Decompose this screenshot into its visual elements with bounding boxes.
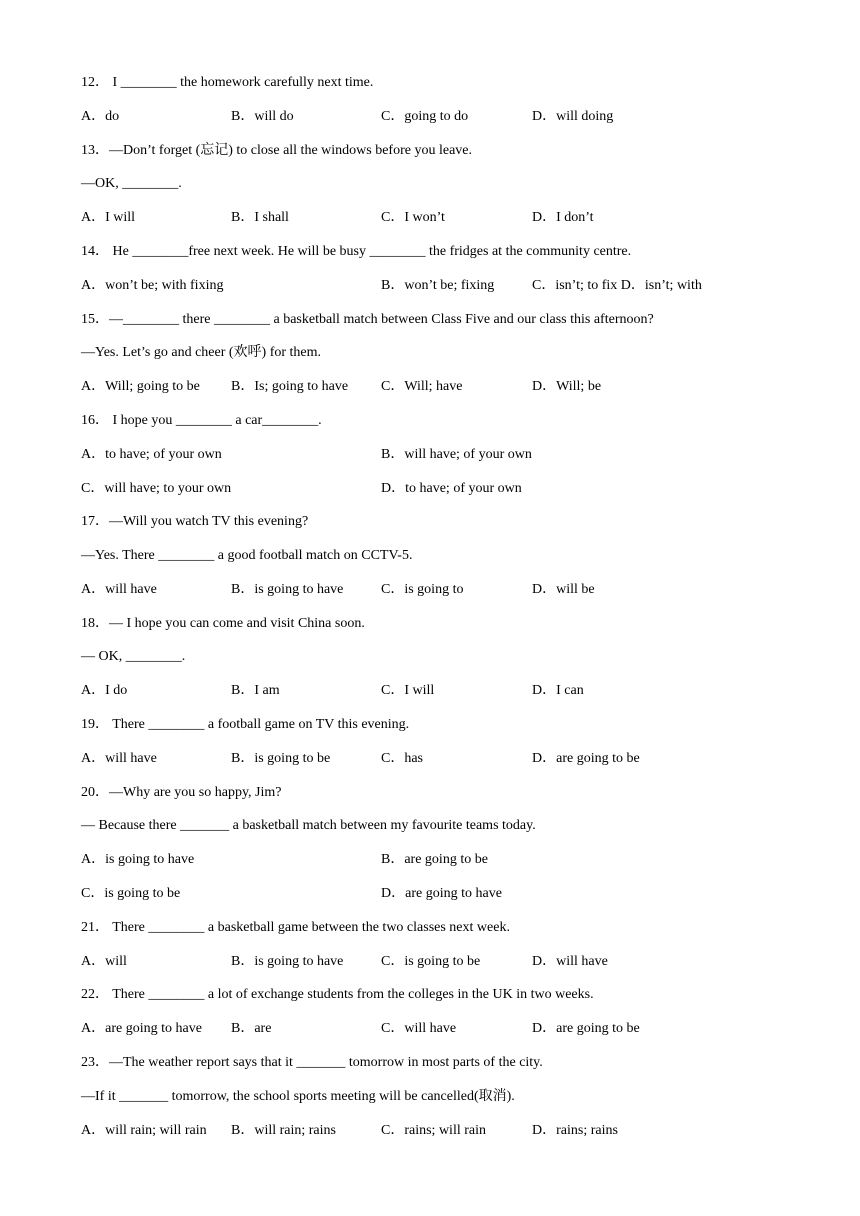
option-c[interactable]: C．I won’t	[381, 210, 445, 225]
question-17-stem: 17．—Will you watch TV this evening?	[81, 514, 309, 529]
option-c[interactable]: C．is going to be	[81, 886, 181, 901]
question-17-response: —Yes. There ________ a good football match on CCTV-5.	[81, 548, 413, 563]
option-d[interactable]: D．are going to be	[532, 1021, 640, 1036]
option-c[interactable]: C．is going to	[381, 582, 464, 597]
option-a[interactable]: A．do	[81, 109, 120, 124]
question-23-response: —If it _______ tomorrow, the school sports meeting will be cancelled(取消).	[81, 1089, 515, 1104]
question-21-stem: 21． There ________ a basketball game between the two classes next week.	[81, 920, 510, 935]
option-b[interactable]: B．will do	[231, 109, 294, 124]
option-a[interactable]: A．to have; of your own	[81, 447, 222, 462]
option-b[interactable]: B．Is; going to have	[231, 379, 349, 394]
option-c[interactable]: C．will have	[381, 1021, 457, 1036]
option-c[interactable]: C．Will; have	[381, 379, 463, 394]
option-d[interactable]: D．I don’t	[532, 210, 594, 225]
option-d[interactable]: D．are going to be	[532, 751, 640, 766]
option-d[interactable]: D．to have; of your own	[381, 481, 522, 496]
option-b[interactable]: B．will have; of your own	[381, 447, 532, 462]
option-a[interactable]: A．won’t be; with fixing	[81, 278, 224, 293]
option-c[interactable]: C．has	[381, 751, 423, 766]
option-b[interactable]: B．won’t be; fixing	[381, 278, 495, 293]
option-c[interactable]: C．is going to be	[381, 954, 481, 969]
option-b[interactable]: B．is going to be	[231, 751, 331, 766]
question-20-stem: 20．—Why are you so happy, Jim?	[81, 785, 282, 800]
option-d[interactable]: D．will doing	[532, 109, 614, 124]
question-13-stem: 13．—Don’t forget (忘记) to close all the windows before you leave.	[81, 143, 473, 158]
option-b[interactable]: B．are going to be	[381, 852, 488, 867]
option-c[interactable]: C．going to do	[381, 109, 469, 124]
option-a[interactable]: A．I will	[81, 210, 136, 225]
option-b[interactable]: B．I am	[231, 683, 280, 698]
option-a[interactable]: A．is going to have	[81, 852, 195, 867]
option-d[interactable]: D．will be	[532, 582, 595, 597]
option-a[interactable]: A．will have	[81, 751, 157, 766]
question-14-stem: 14． He ________free next week. He will be busy ________ the fridges at the community centre.	[81, 244, 632, 259]
option-d[interactable]: D．will have	[532, 954, 608, 969]
question-23-stem: 23．—The weather report says that it _______ tomorrow in most parts of the city.	[81, 1055, 543, 1070]
question-20-response: — Because there _______ a basketball match between my favourite teams today.	[81, 818, 536, 833]
option-d[interactable]: D．are going to have	[381, 886, 502, 901]
option-a[interactable]: A．will rain; will rain	[81, 1123, 207, 1138]
option-c-d[interactable]: C．isn’t; to fix D．isn’t; with	[532, 278, 702, 293]
option-b[interactable]: B．are	[231, 1021, 272, 1036]
option-d[interactable]: D．I can	[532, 683, 584, 698]
question-15-response: —Yes. Let’s go and cheer (欢呼) for them.	[81, 345, 322, 360]
option-a[interactable]: A．Will; going to be	[81, 379, 200, 394]
option-b[interactable]: B．is going to have	[231, 582, 344, 597]
option-d[interactable]: D．Will; be	[532, 379, 602, 394]
option-c[interactable]: C．will have; to your own	[81, 481, 232, 496]
question-15-stem: 15．—________ there ________ a basketball match between Class Five and our class this afternoon?	[81, 312, 654, 327]
option-c[interactable]: C．rains; will rain	[381, 1123, 486, 1138]
option-b[interactable]: B．I shall	[231, 210, 289, 225]
option-c[interactable]: C．I will	[381, 683, 435, 698]
question-22-stem: 22． There ________ a lot of exchange students from the colleges in the UK in two weeks.	[81, 987, 594, 1002]
question-18-stem: 18．— I hope you can come and visit China soon.	[81, 616, 365, 631]
question-18-response: — OK, ________.	[81, 649, 186, 664]
question-19-stem: 19． There ________ a football game on TV this evening.	[81, 717, 410, 732]
question-13-response: —OK, ________.	[81, 176, 182, 191]
option-a[interactable]: A．will	[81, 954, 127, 969]
option-b[interactable]: B．is going to have	[231, 954, 344, 969]
option-a[interactable]: A．will have	[81, 582, 157, 597]
option-b[interactable]: B．will rain; rains	[231, 1123, 336, 1138]
option-a[interactable]: A．I do	[81, 683, 128, 698]
question-12-stem: 12． I ________ the homework carefully next time.	[81, 75, 374, 90]
question-16-stem: 16． I hope you ________ a car________.	[81, 413, 322, 428]
option-d[interactable]: D．rains; rains	[532, 1123, 618, 1138]
option-a[interactable]: A．are going to have	[81, 1021, 202, 1036]
